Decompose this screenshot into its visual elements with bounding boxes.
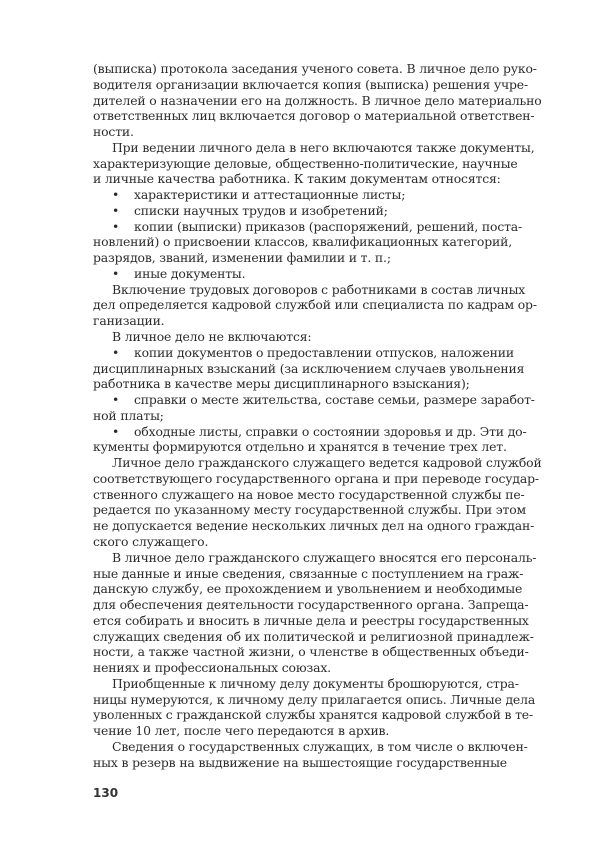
line (93, 250, 507, 266)
line (93, 203, 507, 219)
bullet-list-item (93, 423, 527, 456)
text-line: иные документы. (134, 265, 246, 281)
text-line: для обеспечения деятельности государственного органа. Запреща- (93, 597, 529, 613)
text-line: Сведения о государственных служащих, в том числе о включен- (112, 738, 528, 754)
line (93, 470, 539, 487)
text-line: При ведении личного дела в него включаются также документы, (112, 139, 535, 155)
line (93, 408, 507, 424)
text-line: ственного служащего на новое место государственной службы пе- (93, 486, 525, 502)
line (93, 124, 507, 140)
text-line: нениях и профессиональных союзах. (93, 660, 331, 676)
text-line: копии (выписки) приказов (распоряжений, решений, поста- (134, 218, 523, 234)
text-line: ницы нумеруются, к личному делу прилагается опись. Личные дела (93, 691, 536, 707)
bullet-icon: • (112, 344, 120, 360)
line (93, 423, 527, 440)
line (93, 707, 534, 723)
text-line: ганизации. (93, 313, 165, 329)
text-line: характеристики и аттестационные листы; (134, 187, 406, 203)
line (93, 218, 523, 235)
page-body-text (93, 61, 542, 770)
line (93, 723, 507, 739)
text-line: характеризующие деловые, общественно-политические, научные (93, 155, 518, 171)
line (93, 612, 529, 629)
line (93, 155, 518, 172)
text-line: обходные листы, справки о состоянии здоровья и др. Эти до- (134, 423, 527, 439)
line (93, 360, 525, 377)
text-line: соответствующего государственного органа и при переводе государ- (93, 470, 539, 486)
text-line: разрядов, званий, изменении фамилии и т. п.; (93, 250, 391, 266)
bullet-icon: • (112, 265, 120, 281)
bullet-icon: • (112, 392, 120, 408)
bullet-list-item (93, 392, 535, 424)
paragraph (93, 61, 542, 140)
line (93, 518, 535, 534)
text-line: Личное дело гражданского служащего ведется кадровой службой (112, 455, 542, 471)
line (93, 675, 519, 692)
line (93, 76, 529, 93)
paragraph (93, 139, 535, 187)
line (93, 502, 527, 518)
line (93, 108, 535, 124)
line (93, 187, 507, 203)
line (93, 139, 535, 156)
paragraph (93, 329, 507, 345)
line (93, 439, 507, 455)
bullet-icon: • (112, 202, 120, 218)
line (93, 171, 507, 187)
paragraph (93, 455, 542, 550)
text-line: копии документов о предоставлении отпусков, наложении (134, 344, 514, 360)
text-line: ных в резерв на выдвижение на вышестоящие государственные (93, 754, 507, 770)
bullet-list-item (93, 203, 507, 219)
line (93, 376, 507, 392)
line (93, 549, 537, 566)
line (93, 628, 534, 645)
text-line: ответственных лиц включается договор о материальной ответствен- (93, 108, 535, 124)
bullet-icon: • (112, 187, 120, 203)
line (93, 266, 507, 282)
line (93, 61, 537, 77)
line (93, 597, 529, 613)
page-number: 130 (93, 786, 119, 800)
text-line: дителей о назначении его на должность. В личное дело материально (93, 92, 542, 108)
text-line: справки о месте жительства, составе семьи, размере заработ- (134, 392, 535, 408)
line (93, 738, 528, 755)
line (93, 691, 536, 708)
line (93, 755, 507, 771)
text-line: редается по указанному месту государственной службы. При этом (93, 502, 527, 518)
text-line: списки научных трудов и изобретений; (134, 202, 388, 218)
paragraph (93, 281, 537, 329)
line (93, 313, 507, 329)
bullet-icon: • (112, 218, 120, 234)
text-line: кументы формируются отдельно и хранятся в течение трех лет. (93, 439, 507, 455)
line (93, 281, 526, 298)
paragraph (93, 738, 528, 771)
text-line: ности, а также частной жизни, о членстве в общественных объеди- (93, 644, 529, 660)
text-line: дисциплинарных взысканий (за исключением случаев увольнения (93, 360, 525, 376)
text-line: ского служащего. (93, 533, 209, 549)
text-line: Приобщенные к личному делу документы брошюруются, стра- (112, 675, 519, 691)
text-line: дел определяется кадровой службой или специалиста по кадрам ор- (93, 297, 537, 313)
text-line: водителя организации включается копия (выписка) решения учре- (93, 76, 529, 92)
text-line: данскую службу, ее прохождением и увольнением и необходимые (93, 581, 523, 597)
text-line: не допускается ведение нескольких личных дел на одного граждан- (93, 518, 535, 534)
line (93, 534, 507, 550)
text-line: чение 10 лет, после чего передаются в архив. (93, 723, 390, 739)
line (93, 392, 535, 408)
bullet-icon: • (112, 423, 120, 439)
text-line: В личное дело не включаются: (112, 329, 312, 345)
text-line: ется собирать и вносить в личные дела и реестры государственных (93, 612, 529, 628)
text-line: ной платы; (93, 407, 164, 423)
paragraph (93, 675, 536, 739)
text-line: и личные качества работника. К таким документам относятся: (93, 171, 501, 187)
bullet-list-item (93, 266, 507, 282)
text-line: новлений) о присвоении классов, квалификационных категорий, (93, 234, 513, 250)
bullet-list-item (93, 344, 525, 392)
line (93, 455, 542, 471)
line (93, 486, 525, 503)
text-line: Включение трудовых договоров с работниками в состав личных (112, 281, 526, 297)
line (93, 565, 524, 582)
text-line: уволенных с гражданской службы хранятся кадровой службой в те- (93, 707, 534, 723)
text-line: служащих сведения об их политической и религиозной принадлеж- (93, 628, 534, 644)
line (93, 234, 513, 250)
line (93, 581, 523, 597)
line (93, 344, 514, 361)
bullet-list-item (93, 187, 507, 203)
paragraph (93, 549, 537, 676)
bullet-list-item (93, 218, 523, 266)
line (93, 297, 537, 313)
text-line: работника в качестве меры дисциплинарного взыскания); (93, 376, 470, 392)
text-line: ные данные и иные сведения, связанные с поступлением на граж- (93, 565, 524, 581)
text-line: ности. (93, 124, 134, 140)
text-line: (выписка) протокола заседания ученого совета. В личное дело руко- (93, 61, 537, 76)
text-line: В личное дело гражданского служащего вносятся его персональ- (112, 549, 537, 565)
line (93, 329, 507, 345)
line (93, 660, 507, 676)
line (93, 92, 542, 109)
line (93, 644, 529, 660)
